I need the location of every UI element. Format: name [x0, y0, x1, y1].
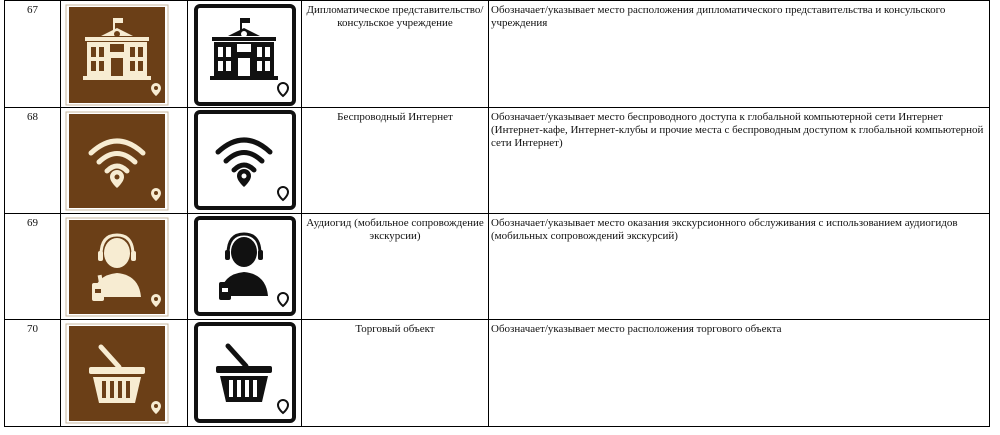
brown-sign-cell — [61, 108, 188, 214]
sign-description: Обозначает/указывает место расположения дипломатического представительства и консульского учреждения — [489, 1, 990, 108]
table-row — [5, 214, 990, 320]
white-sign-cell — [188, 214, 302, 320]
sign-name: Беспроводный Интернет — [302, 108, 489, 214]
sign-name: Аудиогид (мобильное сопровождение экскурсии) — [302, 214, 489, 320]
row-number: 70 — [5, 320, 61, 427]
brown-sign-cell — [61, 320, 188, 427]
row-number: 69 — [5, 214, 61, 320]
sign-name: Дипломатическое представительство/консульское учреждение — [302, 1, 489, 108]
white-sign-cell — [188, 108, 302, 214]
table-row — [5, 1, 990, 108]
table-row — [5, 108, 990, 214]
embassy-building-icon — [194, 4, 301, 106]
row-number: 68 — [5, 108, 61, 214]
shopping-basket-icon — [194, 322, 301, 423]
table-row — [5, 320, 990, 427]
brown-sign-cell — [61, 1, 188, 108]
audio-guide-icon — [194, 216, 301, 316]
sign-description: Обозначает/указывает место беспроводного доступа к глобальной компьютерной сети Интернет (Интернет-кафе, Интернет-клубы и прочие места с беспроводным доступом к глобальной компьютерной сети Интернет) — [489, 108, 990, 214]
wifi-icon — [65, 111, 187, 211]
sign-description: Обозначает/указывает место оказания экскурсионного обслуживания с использованием аудиогидов (мобильных сопровождений экскурсий) — [489, 214, 990, 320]
row-number: 67 — [5, 1, 61, 108]
brown-sign-cell — [61, 214, 188, 320]
audio-guide-icon — [65, 217, 187, 317]
sign-description: Обозначает/указывает место расположения торгового объекта — [489, 320, 990, 427]
signs-table — [4, 0, 990, 427]
embassy-building-icon — [65, 4, 187, 106]
white-sign-cell — [188, 320, 302, 427]
white-sign-cell — [188, 1, 302, 108]
sign-name: Торговый объект — [302, 320, 489, 427]
wifi-icon — [194, 110, 301, 210]
shopping-basket-icon — [65, 323, 187, 424]
